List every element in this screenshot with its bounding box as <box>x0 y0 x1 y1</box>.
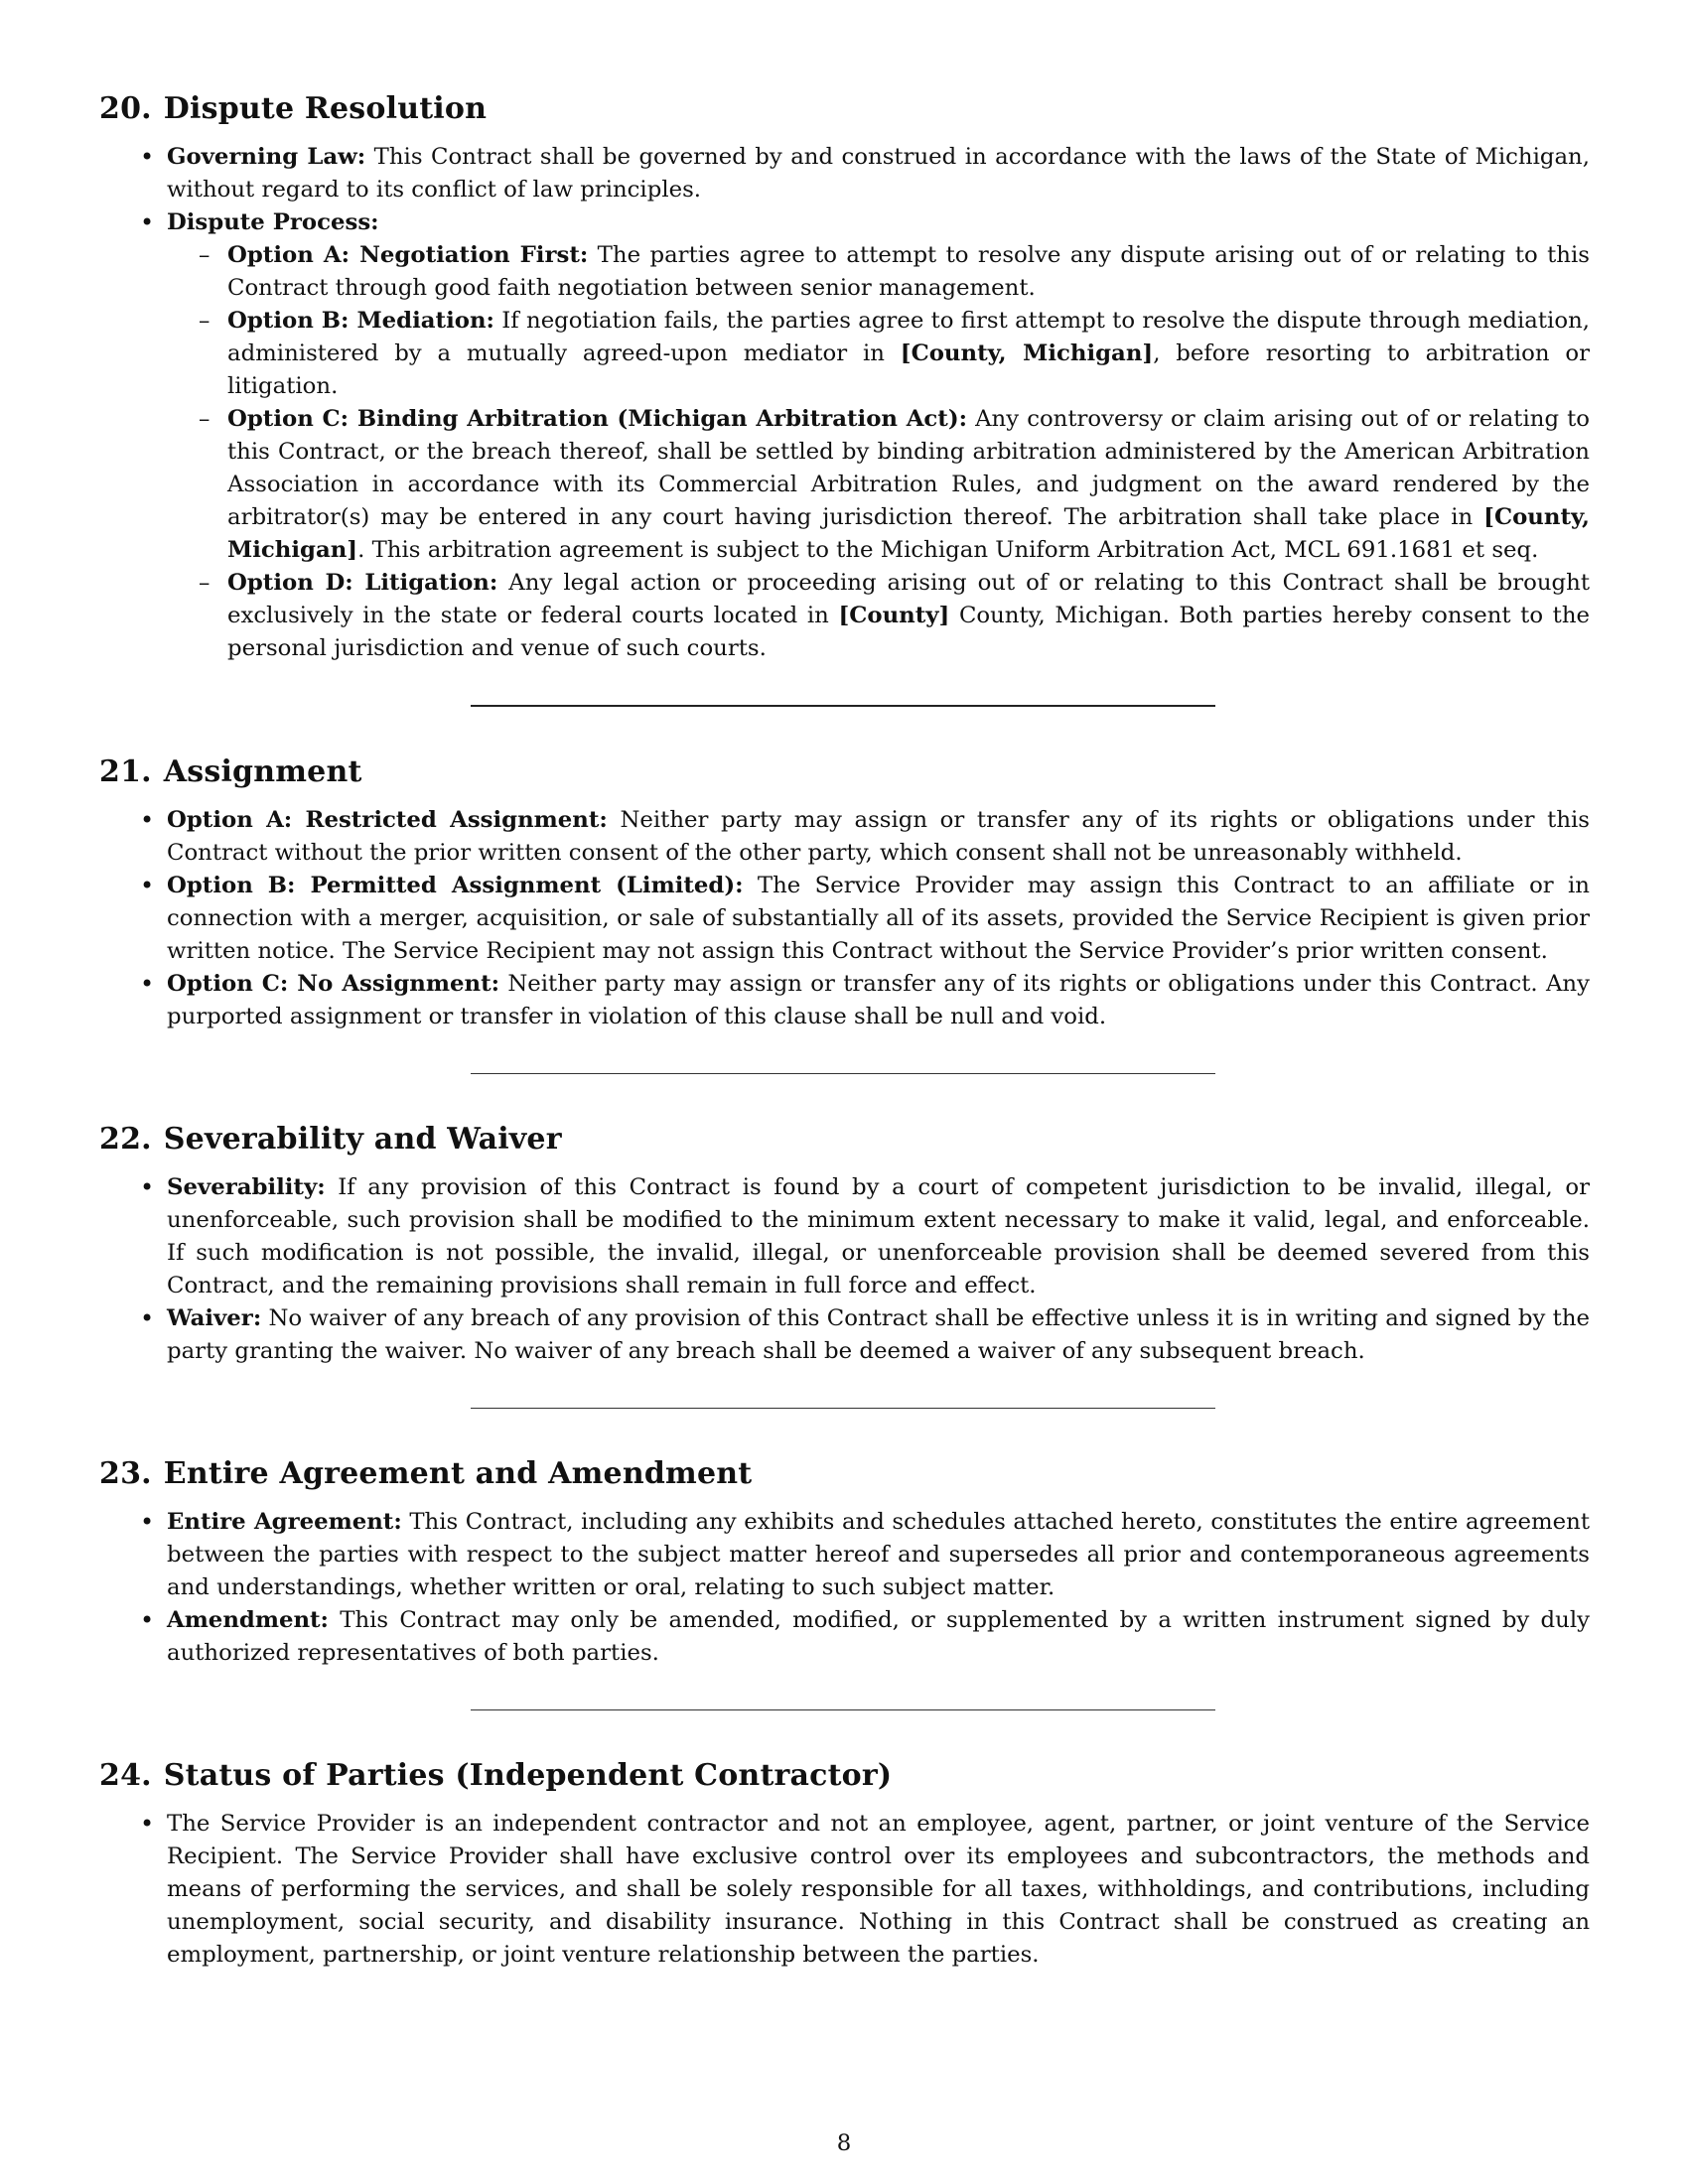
section-entire-agreement <box>99 1456 1590 1670</box>
clause-text: This Contract shall be governed by and construed in accordance with the laws of the State of Michigan, without regard to its conflict of law principles. <box>167 144 1590 203</box>
option-text: . This arbitration agreement is subject to the Michigan Uniform Arbitration Act, MCL 691.1681 et seq. <box>357 537 1539 563</box>
section-divider <box>471 1408 1215 1409</box>
option-negotiation <box>227 239 1590 305</box>
section-heading <box>99 754 1590 790</box>
option-arbitration <box>227 403 1590 567</box>
clause-text: No waiver of any breach of any provision of this Contract shall be effective unless it is in writing and signed by the party granting the waiver. No waiver of any breach shall be deemed a waiver of any subsequent breach. <box>167 1305 1590 1364</box>
section-dispute-resolution <box>99 91 1590 665</box>
option-text: Any controversy or claim arising out of or relating to this Contract, or the breach thereof, shall be settled by binding arbitration administered by the American Arbitration Association in accordance with its Commercial Arbitration Rules, and judgment on the award rendered by the arbitrator(s) may be entered in any court having jurisdiction thereof. The arbitration shall take place in <box>227 406 1590 530</box>
clause-text: If any provision of this Contract is found by a court of competent jurisdiction to be invalid, illegal, or unenforceable, such provision shall be modified to the minimum extent necessary to make it valid, legal, and enforceable. If such modification is not possible, the invalid, illegal, or unenforceable provision shall be deemed severed from this Contract, and the remaining provisions shall remain in full force and effect. <box>167 1174 1590 1298</box>
section-number: 22. <box>99 1122 152 1157</box>
clause-no-assignment <box>167 968 1590 1033</box>
option-label: Option D: Litigation: <box>227 570 498 596</box>
option-text: , before resorting to arbitration or litigation. <box>227 341 1591 399</box>
clause-label: Option A: Restricted Assignment: <box>167 807 608 833</box>
clause-label: Waiver: <box>167 1305 262 1331</box>
clause-label: Option B: Permitted Assignment (Limited): <box>167 873 744 898</box>
clause-permitted-assignment <box>167 870 1590 968</box>
section-assignment <box>99 754 1590 1033</box>
option-label: Option B: Mediation: <box>227 308 494 334</box>
section-title: Entire Agreement and Amendment <box>163 1456 753 1491</box>
section-number: 21. <box>99 754 152 789</box>
clause-text: The Service Provider may assign this Contract to an affiliate or in connection with a merger, acquisition, or sale of substantially all of its assets, provided the Service Recipient is given prior written notice. The Service Recipient may not assign this Contract without the Service Provider’s prior written consent. <box>167 873 1590 964</box>
clause-text: The Service Provider is an independent contractor and not an employee, agent, partner, or joint venture of the Service Recipient. The Service Provider shall have exclusive control over its employees and subcontractors, the methods and means of performing the services, and shall be solely responsible for all taxes, withholdings, and contributions, including unemployment, social security, and disability insurance. Nothing in this Contract shall be construed as creating an employment, partnership, or joint venture relationship between the parties. <box>167 1811 1590 1968</box>
placeholder-county-michigan: [County, Michigan] <box>227 504 1590 563</box>
document-page <box>99 91 1590 1972</box>
option-text: If negotiation fails, the parties agree to first attempt to resolve the dispute through mediation, administered by a mutually agreed-upon mediator in <box>227 308 1591 366</box>
clause-label: Entire Agreement: <box>167 1509 402 1535</box>
option-text: The parties agree to attempt to resolve any dispute arising out of or relating to this Contract through good faith negotiation between senior management. <box>227 242 1590 301</box>
clause-label: Severability: <box>167 1174 326 1200</box>
clause-label: Dispute Process: <box>167 209 379 235</box>
section-title: Severability and Waiver <box>163 1122 562 1157</box>
clause-list <box>99 1506 1590 1670</box>
page-number: 8 <box>836 2130 852 2156</box>
section-status-of-parties <box>99 1758 1590 1972</box>
option-litigation <box>227 567 1590 665</box>
clause-governing-law <box>167 141 1590 206</box>
section-divider <box>471 1709 1215 1710</box>
clause-dispute-process <box>167 206 1590 665</box>
clause-list <box>99 1808 1590 1972</box>
section-number: 23. <box>99 1456 152 1491</box>
option-text: Any legal action or proceeding arising out of or relating to this Contract shall be brought exclusively in the state or federal courts located in <box>227 570 1590 628</box>
clause-list <box>99 141 1590 665</box>
section-heading <box>99 1758 1590 1794</box>
clause-text: This Contract may only be amended, modified, or supplemented by a written instrument signed by duly authorized representatives of both parties. <box>167 1607 1590 1666</box>
section-heading <box>99 91 1590 127</box>
clause-list <box>99 804 1590 1033</box>
section-heading <box>99 1122 1590 1158</box>
section-number: 24. <box>99 1758 152 1793</box>
clause-list <box>99 1171 1590 1368</box>
clause-label: Governing Law: <box>167 144 366 170</box>
clause-restricted-assignment <box>167 804 1590 870</box>
clause-label: Amendment: <box>167 1607 329 1633</box>
section-title: Assignment <box>163 754 362 789</box>
section-title: Status of Parties (Independent Contractor) <box>163 1758 893 1793</box>
clause-text: This Contract, including any exhibits and schedules attached hereto, constitutes the entire agreement between the parties with respect to the subject matter hereof and supersedes all prior and contemporaneous agreements and understandings, whether written or oral, relating to such subject matter. <box>167 1509 1590 1600</box>
clause-amendment <box>167 1604 1590 1670</box>
section-title: Dispute Resolution <box>163 91 488 126</box>
placeholder-county: [County] <box>838 603 950 628</box>
clause-entire-agreement <box>167 1506 1590 1604</box>
section-number: 20. <box>99 91 152 126</box>
option-mediation <box>227 305 1590 403</box>
option-label: Option C: Binding Arbitration (Michigan Arbitration Act): <box>227 406 968 432</box>
option-label: Option A: Negotiation First: <box>227 242 589 268</box>
section-severability-waiver <box>99 1122 1590 1368</box>
option-list <box>167 239 1590 665</box>
section-heading <box>99 1456 1590 1492</box>
option-text: County, Michigan. Both parties hereby consent to the personal jurisdiction and venue of such courts. <box>227 603 1590 661</box>
clause-waiver <box>167 1302 1590 1368</box>
clause-text: Neither party may assign or transfer any of its rights or obligations under this Contract. Any purported assignment or transfer in violation of this clause shall be null and void. <box>167 971 1590 1029</box>
clause-text: Neither party may assign or transfer any of its rights or obligations under this Contract without the prior written consent of the other party, which consent shall not be unreasonably withheld. <box>167 807 1590 866</box>
section-divider <box>471 705 1215 707</box>
clause-severability <box>167 1171 1590 1302</box>
placeholder-county-michigan: [County, Michigan] <box>900 341 1154 366</box>
clause-independent-contractor <box>167 1808 1590 1972</box>
clause-label: Option C: No Assignment: <box>167 971 500 997</box>
section-divider <box>471 1073 1215 1074</box>
